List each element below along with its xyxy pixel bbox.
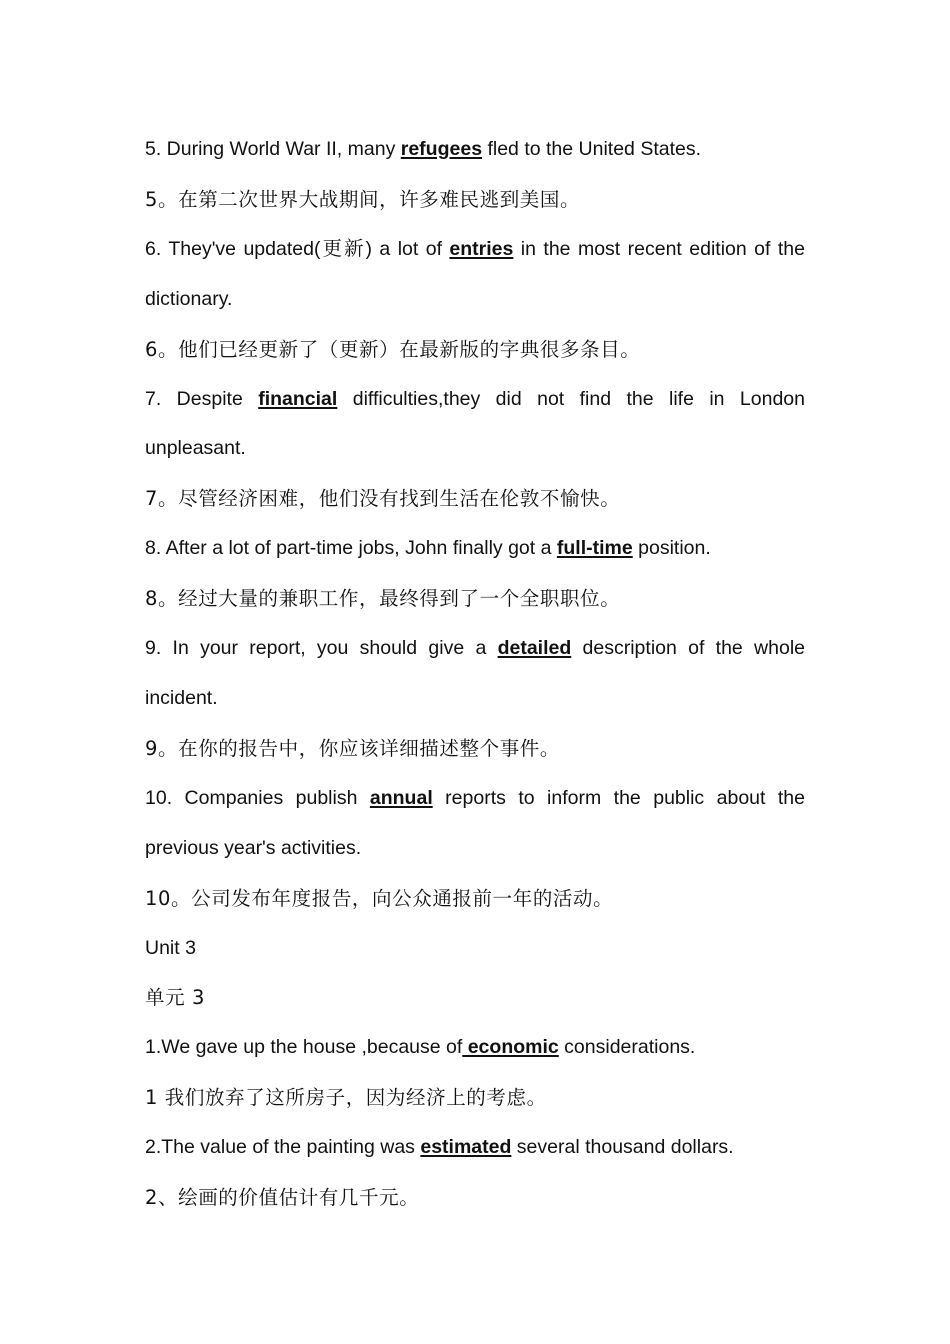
sentence-zh-9: 9。在你的报告中，你应该详细描述整个事件。	[145, 736, 561, 760]
sentence-text: considerations.	[558, 1036, 696, 1059]
sentence-zh-5: 5。在第二次世界大战期间，许多难民逃到美国。	[145, 187, 581, 211]
sentence-zh-8: 8。经过大量的兼职工作，最终得到了一个全职职位。	[145, 587, 621, 611]
keyword-estimated: estimated	[420, 1136, 512, 1159]
keyword-financial: financial	[258, 387, 338, 410]
sentence-text: 10. Companies publish	[145, 786, 370, 809]
keyword-economic: economic	[462, 1036, 559, 1059]
keyword-annual: annual	[369, 786, 433, 809]
sentence-text: several thousand dollars.	[511, 1136, 734, 1159]
sentence-zh-10: 10。公司发布年度报告，向公众通报前一年的活动。	[145, 886, 614, 910]
keyword-detailed: detailed	[497, 637, 572, 660]
sentence-text: 6. They've updated(更新) a lot of	[145, 237, 450, 260]
sentence-en-u3-2	[145, 1123, 805, 1173]
sentence-text: difficulties,they did not find the life in London unpleasant.	[145, 387, 805, 460]
sentence-en-7	[145, 375, 805, 475]
sentence-en-9	[145, 624, 805, 724]
sentence-text: description of the whole incident.	[145, 637, 805, 709]
unit-heading-zh: 单元 3	[145, 986, 206, 1010]
sentence-en-5	[145, 125, 805, 175]
sentence-text: 7. Despite	[145, 387, 259, 410]
keyword-entries: entries	[449, 237, 514, 260]
sentence-en-6	[145, 225, 805, 325]
sentence-zh-7: 7。尽管经济困难，他们没有找到生活在伦敦不愉快。	[145, 487, 621, 511]
keyword-refugees: refugees	[400, 138, 483, 160]
sentence-zh-6: 6。他们已经更新了（更新）在最新版的字典很多条目。	[145, 337, 641, 361]
unit-heading-en: Unit 3	[145, 936, 196, 959]
sentence-text: 8. After a lot of part-time jobs, John finally got a	[145, 537, 557, 560]
sentence-text: in the most recent edition of the dictionary.	[145, 237, 805, 310]
sentence-text: fled to the United States.	[482, 138, 702, 160]
sentence-en-u3-1	[145, 1023, 805, 1073]
sentence-text: 5. During World War II, many	[145, 138, 401, 160]
sentence-zh-u3-2: 2、绘画的价值估计有几千元。	[145, 1186, 420, 1210]
sentence-text: 9. In your report, you should give a	[145, 637, 498, 660]
sentence-en-8	[145, 524, 805, 574]
keyword-full-time: full-time	[556, 537, 633, 560]
sentence-zh-u3-1: 1 我们放弃了这所房子，因为经济上的考虑。	[145, 1086, 547, 1110]
sentence-text: reports to inform the public about the previous year's activities.	[145, 786, 805, 859]
sentence-text: 2.The value of the painting was	[145, 1136, 421, 1159]
sentence-text: position.	[632, 537, 711, 560]
document-body	[145, 125, 805, 1223]
sentence-text: 1.We gave up the house ,because of	[145, 1036, 463, 1059]
sentence-en-10	[145, 774, 805, 874]
